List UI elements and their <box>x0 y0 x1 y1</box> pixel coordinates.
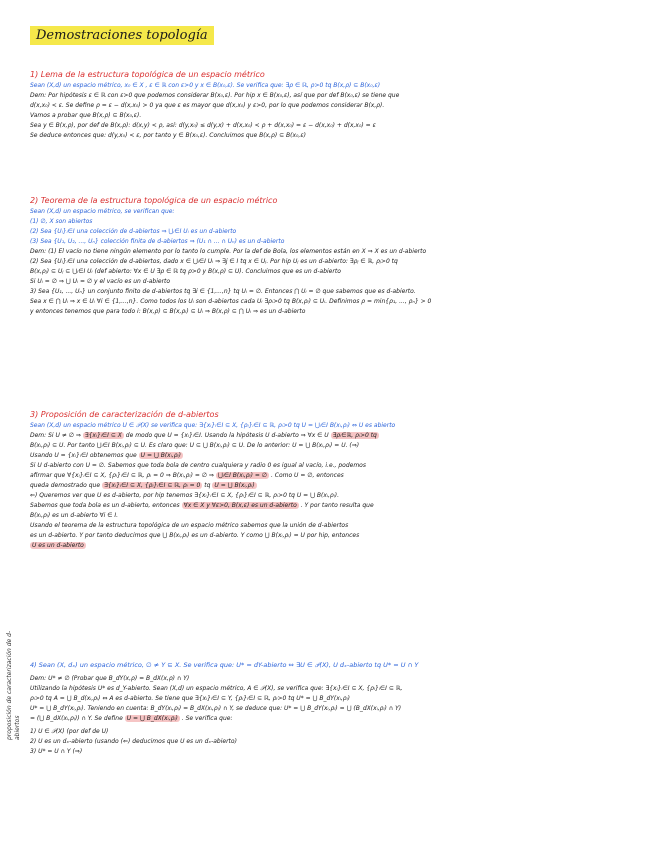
text-line: y entonces tenemos que para todo i: B(x,ρ) ⊆ B(x,ρᵢ) ⊆ Uᵢ ⇒ B(x,ρ) ⊆ ⋂ Uᵢ ⇒ es un d-abierto <box>30 308 306 315</box>
section-2-heading: 2) Teorema de la estructura topológica de un espacio métrico <box>30 196 278 205</box>
highlight: ∃{xᵢ}ᵢ∈I ⊆ X, {ρᵢ}ᵢ∈I ⊆ ℝ, ρᵢ = 0 <box>103 482 201 489</box>
text-fragment: Usando U = {xᵢ}ᵢ∈I obtenemos que <box>30 452 137 459</box>
list-item: 2) U es un dₓ-abierto (usando (⇐) deducimos que U es un dₓ-abierto) <box>30 738 237 745</box>
text-line: ⇐) Queremos ver que U es d-abierto, por hip tenemos ∃{xᵢ}ᵢ∈I ⊆ X, {ρᵢ}ᵢ∈I ⊆ ℝ, ρᵢ>0 tq U = ⋃ B(xᵢ,ρᵢ). <box>30 492 340 499</box>
section-1-heading: 1) Lema de la estructura topológica de un espacio métrico <box>30 70 265 79</box>
text-line: Se deduce entonces que: d(y,x₀) < ε, por tanto y ∈ B(x₀,ε). Concluimos que B(x,ρ) ⊆ B(x₀,ε) <box>30 132 306 139</box>
highlight: U = ⋃ B_dX(xᵢ,ρᵢ) <box>126 715 178 722</box>
text-line: Dem: U* ≠ ∅ (Probar que B_dY(x,ρ) = B_dX(x,ρ) ∩ Y) <box>30 675 190 682</box>
highlight: ∃{xᵢ}ᵢ∈I ⊆ X <box>84 432 122 439</box>
text-line: (1) ∅, X son abiertos <box>30 218 93 225</box>
text-line: Si U d-abierto con U = ∅. Sabemos que toda bola de centro cualquiera y radio 0 es igual al vacío, i.e., podemos <box>30 462 366 469</box>
text-line: ρᵢ>0 tq A = ⋃ B_d(xᵢ,ρᵢ) ⇔ A es d-abierto. Se tiene que ∃{xᵢ}ᵢ∈I ⊆ Y, {ρᵢ}ᵢ∈I ⊆ ℝ, ρᵢ>0 tq U* = ⋃ B_dY(xᵢ,ρᵢ) <box>30 695 351 702</box>
text-line: B(xᵢ,ρᵢ) es un d-abierto ∀i ∈ I. <box>30 512 119 519</box>
text-fragment: . Se verifica que: <box>181 715 233 722</box>
text-line: U* = ⋃ B_dY(xᵢ,ρᵢ). Teniendo en cuenta: B_dY(xᵢ,ρᵢ) = B_dX(xᵢ,ρᵢ) ∩ Y, se deduce que: U* = ⋃ B_dY(xᵢ,ρᵢ) = ⋃ (B_dX(xᵢ,ρᵢ) ∩ Y) <box>30 705 402 712</box>
highlight: U es un d-abierto <box>32 542 84 549</box>
text-line: d(x,x₀) < ε. Se define ρ = ε − d(x,x₀) > 0 ya que ε es mayor que d(x,x₀) y ε>0, por lo que podemos considerar B(x,ρ). <box>30 102 385 109</box>
text-fragment: Dem: Si U ≠ ∅ ⇒ <box>30 432 81 439</box>
text-line <box>30 471 630 481</box>
text-line: Sea x ∈ ⋂ Uᵢ ⇒ x ∈ Uᵢ ∀i ∈ {1,...,n}. Como todos los Uᵢ son d-abiertos cada Uᵢ ∃ρᵢ>0 tq B(x,ρᵢ) ⊆ Uᵢ. Definimos ρ = min{ρ₁, ..., ρₙ} > 0 <box>30 298 432 305</box>
text-fragment: afirmar que ∀{xᵢ}ᵢ∈I ⊆ X, {ρᵢ}ᵢ∈I ⊆ ℝ, ρᵢ = 0 ⇒ B(xᵢ,ρᵢ) = ∅ ⇒ <box>30 472 214 479</box>
list-item: 1) U ∈ 𝒫(X) (por def de U) <box>30 728 109 735</box>
highlight: U = ⋃ B(xᵢ,ρᵢ) <box>214 482 255 489</box>
list-item: 3) U* = U ∩ Y (⇒) <box>30 748 83 755</box>
text-line: (2) Sea {Uᵢ}ᵢ∈I una colección de d-abiertos ⇒ ⋃ᵢ∈I Uᵢ es un d-abierto <box>30 228 237 235</box>
section-1-statement: Sean (X,d) un espacio métrico, x₀ ∈ X , ε ∈ ℝ con ε>0 y x ∈ B(x₀,ε). Se verifica que: ∃ρ ∈ ℝ, ρ>0 tq B(x,ρ) ⊆ B(x₀,ε) <box>30 82 381 89</box>
section-3-statement: Sean (X,d) un espacio métrico U ∈ 𝒫(X) se verifica que: ∃{xᵢ}ᵢ∈I ⊆ X, {ρᵢ}ᵢ∈I ⊆ ℝ, ρᵢ>0 tq U = ⋃ᵢ∈I B(xᵢ,ρᵢ) ⇔ U es abierto <box>30 422 396 429</box>
text-fragment: tq <box>204 482 211 489</box>
text-line: es un d-abierto. Y por tanto deducimos que ⋃ B(xᵢ,ρᵢ) es un d-abierto. Y como ⋃ B(xᵢ,ρᵢ) = U por hip, entonces <box>30 532 360 539</box>
section-1 <box>30 70 630 141</box>
section-3 <box>30 410 630 551</box>
highlight: ⋃ᵢ∈I B(xᵢ,ρᵢ) = ∅ <box>217 472 268 479</box>
section-4-heading: 4) Sean (X, dₓ) un espacio métrico, ∅ ≠ Y ⊆ X. Se verifica que: U* = dY-abierto ⇔ ∃U ∈ 𝒫(X), U dₓ-abierto tq U* = U ∩ Y <box>30 661 419 669</box>
section-2 <box>30 196 630 317</box>
highlight: ∀x ∈ X y ∀ε>0, B(x,ε) es un d-abierto <box>183 502 297 509</box>
text-line <box>30 451 630 461</box>
text-fragment: de modo que U = {xᵢ}ᵢ∈I. Usando la hipótesis U d-abierto ⇒ ∀x ∈ U <box>125 432 329 439</box>
text-line <box>30 431 630 441</box>
text-line: Sean (X,d) un espacio métrico, se verifican que: <box>30 208 175 215</box>
text-line <box>30 481 630 491</box>
text-fragment: . Y por tanto resulta que <box>300 502 374 509</box>
page-title: Demostraciones topología <box>30 26 214 45</box>
section-4 <box>30 660 630 757</box>
text-line: (3) Sea {U₁, U₂, ..., Uₙ} colección finita de d-abiertos ⇒ (U₁ ∩ ... ∩ Uₙ) es un d-abierto <box>30 238 285 245</box>
text-line <box>30 541 630 551</box>
section-3-heading: 3) Proposición de caracterización de d-abiertos <box>30 410 219 419</box>
text-line: Si Uᵢ = ∅ ⇒ ⋃ Uᵢ = ∅ y el vacío es un d-abierto <box>30 278 171 285</box>
text-fragment: Sabemos que toda bola es un d-abierto, entonces <box>30 502 180 509</box>
text-line: (2) Sea {Uᵢ}ᵢ∈I una colección de d-abiertos, dado x ∈ ⋃ᵢ∈I Uᵢ ⇒ ∃j ∈ I tq x ∈ Uⱼ. Por hip Uⱼ es un d-abierto: ∃ρⱼ ∈ ℝ, ρⱼ>0 tq <box>30 258 398 265</box>
margin-note: proposición de caracterización de d-abiertos <box>6 630 21 740</box>
highlight: ∃ρᵢ∈ℝ, ρᵢ>0 tq <box>332 432 377 439</box>
text-line: Utilizando la hipótesis U* es d_Y-abierto. Sean (X,d) un espacio métrico, A ∈ 𝒫(X), se verifica que: ∃{xᵢ}ᵢ∈I ⊆ X, {ρᵢ}ᵢ∈I ⊆ ℝ, <box>30 685 403 692</box>
text-line: B(x,ρⱼ) ⊆ Uⱼ ⊆ ⋃ᵢ∈I Uᵢ (def abierto: ∀x ∈ U ∃ρ ∈ ℝ tq ρ>0 y B(x,ρ) ⊆ U). Concluimos que es un d-abierto <box>30 268 341 275</box>
text-line <box>30 714 630 724</box>
text-line: B(xᵢ,ρᵢ) ⊆ U. Por tanto ⋃ᵢ∈I B(xᵢ,ρᵢ) ⊆ U. Es claro que: U ⊆ ⋃ B(xᵢ,ρᵢ) ⊆ U. De lo anterior: U = ⋃ B(xᵢ,ρᵢ) = U. (⇒) <box>30 442 360 449</box>
text-line: Usando el teorema de la estructura topológica de un espacio métrico sabemos que la unión de d-abiertos <box>30 522 349 529</box>
text-fragment: . Como U = ∅, entonces <box>270 472 344 479</box>
text-line: Vamos a probar que B(x,ρ) ⊆ B(x₀,ε). <box>30 112 142 119</box>
text-fragment: queda demostrado que <box>30 482 101 489</box>
text-line: Dem: (1) El vacío no tiene ningún elemento por lo tanto lo cumple. Por la def de Bola, los elementos están en X ⇒ X es un d-abierto <box>30 248 427 255</box>
text-fragment: = (⋃ B_dX(xᵢ,ρᵢ)) ∩ Y. Se define <box>30 715 123 722</box>
text-line: Dem: Por hipótesis ε ∈ ℝ con ε>0 que podemos considerar B(x₀,ε). Por hip x ∈ B(x₀,ε), así que por def B(x₀,ε) se tiene que <box>30 92 400 99</box>
text-line: Sea y ∈ B(x,ρ), por def de B(x,ρ): d(x,y) < ρ, así: d(y,x₀) ≤ d(y,x) + d(x,x₀) < ρ + d(x,x₀) = ε − d(x,x₀) + d(x,x₀) = ε <box>30 122 376 129</box>
highlight: U = ⋃ B(xᵢ,ρᵢ) <box>140 452 181 459</box>
text-line: 3) Sea {U₁, ..., Uₙ} un conjunto finito de d-abiertos tq ∃i ∈ {1,...,n} tq Uᵢ = ∅. Entonces ⋂ Uᵢ = ∅ que sabemos que es d-abierto. <box>30 288 416 295</box>
text-line <box>30 501 630 511</box>
